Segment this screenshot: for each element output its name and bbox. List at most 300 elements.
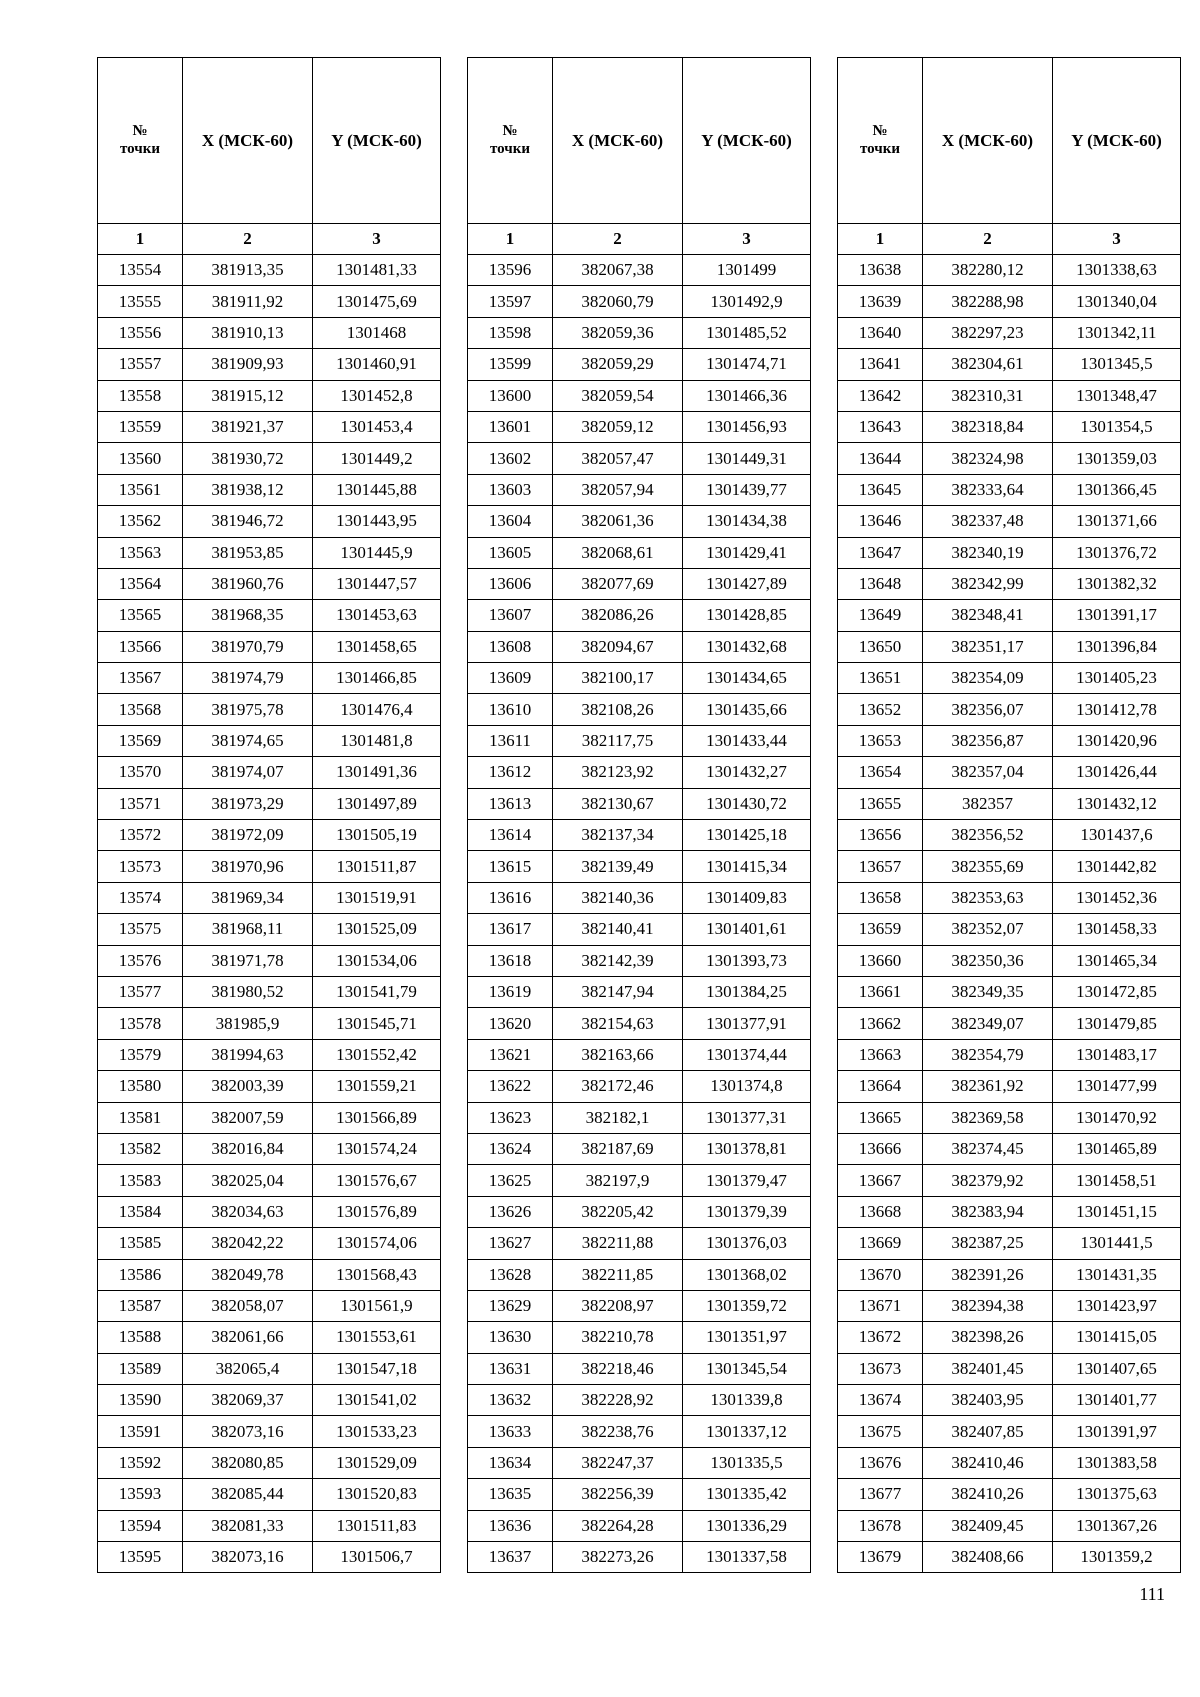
x-coordinate-cell: 382073,16 bbox=[183, 1542, 313, 1573]
column-number: 1 bbox=[838, 224, 923, 255]
point-number-cell: 13561 bbox=[98, 474, 183, 505]
table-row bbox=[98, 1290, 441, 1321]
table-row bbox=[468, 663, 811, 694]
point-number-cell: 13601 bbox=[468, 411, 553, 442]
page-number: 111 bbox=[1139, 1584, 1165, 1604]
table-row bbox=[98, 349, 441, 380]
table-row bbox=[468, 286, 811, 317]
x-coordinate-cell: 382407,85 bbox=[923, 1416, 1053, 1447]
y-coordinate-cell: 1301470,92 bbox=[1053, 1102, 1181, 1133]
point-number-cell: 13610 bbox=[468, 694, 553, 725]
point-number-header: № точки bbox=[98, 58, 183, 224]
x-coordinate-cell: 381969,34 bbox=[183, 882, 313, 913]
point-number-cell: 13620 bbox=[468, 1008, 553, 1039]
y-coordinate-cell: 1301576,89 bbox=[313, 1196, 441, 1227]
y-coordinate-cell: 1301337,58 bbox=[683, 1542, 811, 1573]
y-coordinate-cell: 1301426,44 bbox=[1053, 757, 1181, 788]
table-row bbox=[98, 1165, 441, 1196]
point-number-cell: 13573 bbox=[98, 851, 183, 882]
point-number-cell: 13619 bbox=[468, 976, 553, 1007]
table-row bbox=[98, 255, 441, 286]
x-coordinate-cell: 382208,97 bbox=[553, 1290, 683, 1321]
table-row bbox=[98, 1228, 441, 1259]
table-row bbox=[98, 380, 441, 411]
y-coordinate-cell: 1301427,89 bbox=[683, 568, 811, 599]
table-row bbox=[468, 1542, 811, 1573]
point-number-cell: 13615 bbox=[468, 851, 553, 882]
x-coordinate-cell: 382228,92 bbox=[553, 1385, 683, 1416]
x-coordinate-cell: 382304,61 bbox=[923, 349, 1053, 380]
table-row bbox=[98, 757, 441, 788]
y-coordinate-cell: 1301383,58 bbox=[1053, 1447, 1181, 1478]
point-number-cell: 13629 bbox=[468, 1290, 553, 1321]
x-coordinate-cell: 382065,4 bbox=[183, 1353, 313, 1384]
point-number-cell: 13652 bbox=[838, 694, 923, 725]
y-coordinate-cell: 1301342,11 bbox=[1053, 317, 1181, 348]
point-number-cell: 13674 bbox=[838, 1385, 923, 1416]
table-row bbox=[98, 820, 441, 851]
x-coordinate-cell: 381953,85 bbox=[183, 537, 313, 568]
table-row bbox=[838, 820, 1181, 851]
y-coordinate-cell: 1301452,36 bbox=[1053, 882, 1181, 913]
table-row bbox=[838, 1290, 1181, 1321]
point-number-cell: 13562 bbox=[98, 506, 183, 537]
x-coordinate-cell: 382273,26 bbox=[553, 1542, 683, 1573]
x-coordinate-cell: 382352,07 bbox=[923, 914, 1053, 945]
y-coordinate-cell: 1301338,63 bbox=[1053, 255, 1181, 286]
table-row bbox=[468, 788, 811, 819]
y-coordinate-cell: 1301442,82 bbox=[1053, 851, 1181, 882]
point-number-header: № точки bbox=[468, 58, 553, 224]
x-coordinate-cell: 382410,46 bbox=[923, 1447, 1053, 1478]
y-coordinate-cell: 1301359,03 bbox=[1053, 443, 1181, 474]
table-row bbox=[98, 1447, 441, 1478]
table-row bbox=[838, 380, 1181, 411]
y-coordinate-cell: 1301367,26 bbox=[1053, 1510, 1181, 1541]
table-row bbox=[98, 1416, 441, 1447]
x-coordinate-cell: 382348,41 bbox=[923, 600, 1053, 631]
y-coordinate-cell: 1301432,27 bbox=[683, 757, 811, 788]
table-row bbox=[838, 1542, 1181, 1573]
x-coordinate-cell: 382256,39 bbox=[553, 1479, 683, 1510]
column-number: 1 bbox=[98, 224, 183, 255]
point-number-cell: 13614 bbox=[468, 820, 553, 851]
x-coordinate-cell: 382210,78 bbox=[553, 1322, 683, 1353]
table-row bbox=[468, 1102, 811, 1133]
y-coordinate-cell: 1301432,68 bbox=[683, 631, 811, 662]
y-coordinate-cell: 1301391,17 bbox=[1053, 600, 1181, 631]
table-row bbox=[838, 631, 1181, 662]
point-number-cell: 13650 bbox=[838, 631, 923, 662]
point-number-cell: 13571 bbox=[98, 788, 183, 819]
x-coordinate-cell: 382049,78 bbox=[183, 1259, 313, 1290]
point-number-cell: 13654 bbox=[838, 757, 923, 788]
point-number-cell: 13656 bbox=[838, 820, 923, 851]
point-number-cell: 13621 bbox=[468, 1039, 553, 1070]
point-number-cell: 13566 bbox=[98, 631, 183, 662]
x-coordinate-cell: 381921,37 bbox=[183, 411, 313, 442]
y-coordinate-cell: 1301401,77 bbox=[1053, 1385, 1181, 1416]
table-row bbox=[838, 976, 1181, 1007]
point-number-cell: 13574 bbox=[98, 882, 183, 913]
y-coordinate-cell: 1301441,5 bbox=[1053, 1228, 1181, 1259]
table-row bbox=[838, 1447, 1181, 1478]
point-number-cell: 13606 bbox=[468, 568, 553, 599]
x-coordinate-cell: 382333,64 bbox=[923, 474, 1053, 505]
x-coordinate-cell: 382061,66 bbox=[183, 1322, 313, 1353]
y-coordinate-cell: 1301335,5 bbox=[683, 1447, 811, 1478]
point-number-cell: 13581 bbox=[98, 1102, 183, 1133]
x-coordinate-cell: 382353,63 bbox=[923, 882, 1053, 913]
y-coordinate-cell: 1301576,67 bbox=[313, 1165, 441, 1196]
table-row bbox=[98, 631, 441, 662]
y-coordinate-header: Y (МСК-60) bbox=[313, 58, 441, 224]
point-number-cell: 13671 bbox=[838, 1290, 923, 1321]
table-row bbox=[838, 317, 1181, 348]
point-number-cell: 13568 bbox=[98, 694, 183, 725]
header-row bbox=[98, 58, 441, 224]
x-coordinate-cell: 382356,52 bbox=[923, 820, 1053, 851]
point-number-cell: 13658 bbox=[838, 882, 923, 913]
table-row bbox=[468, 443, 811, 474]
point-number-cell: 13675 bbox=[838, 1416, 923, 1447]
table-row bbox=[838, 1353, 1181, 1384]
point-number-cell: 13608 bbox=[468, 631, 553, 662]
x-coordinate-cell: 382100,17 bbox=[553, 663, 683, 694]
y-coordinate-cell: 1301574,06 bbox=[313, 1228, 441, 1259]
table-row bbox=[838, 788, 1181, 819]
table-row bbox=[468, 537, 811, 568]
table-row bbox=[468, 631, 811, 662]
table-row bbox=[98, 725, 441, 756]
x-coordinate-cell: 382324,98 bbox=[923, 443, 1053, 474]
column-number: 2 bbox=[553, 224, 683, 255]
point-number-cell: 13556 bbox=[98, 317, 183, 348]
table-row bbox=[838, 600, 1181, 631]
y-coordinate-cell: 1301559,21 bbox=[313, 1071, 441, 1102]
y-coordinate-cell: 1301485,52 bbox=[683, 317, 811, 348]
header-row bbox=[838, 58, 1181, 224]
x-coordinate-cell: 381968,35 bbox=[183, 600, 313, 631]
y-coordinate-cell: 1301465,34 bbox=[1053, 945, 1181, 976]
y-coordinate-cell: 1301391,97 bbox=[1053, 1416, 1181, 1447]
table-row bbox=[468, 474, 811, 505]
coordinates-table-2 bbox=[467, 57, 811, 1573]
point-number-cell: 13679 bbox=[838, 1542, 923, 1573]
y-coordinate-cell: 1301393,73 bbox=[683, 945, 811, 976]
point-number-cell: 13618 bbox=[468, 945, 553, 976]
point-number-cell: 13575 bbox=[98, 914, 183, 945]
table-row bbox=[468, 411, 811, 442]
table-row bbox=[468, 380, 811, 411]
x-coordinate-cell: 382349,07 bbox=[923, 1008, 1053, 1039]
point-number-cell: 13564 bbox=[98, 568, 183, 599]
x-coordinate-cell: 381971,78 bbox=[183, 945, 313, 976]
y-coordinate-cell: 1301453,63 bbox=[313, 600, 441, 631]
table-row bbox=[468, 945, 811, 976]
table-row bbox=[468, 1165, 811, 1196]
table-row bbox=[838, 945, 1181, 976]
y-coordinate-cell: 1301445,88 bbox=[313, 474, 441, 505]
table-row bbox=[838, 1322, 1181, 1353]
point-number-cell: 13596 bbox=[468, 255, 553, 286]
y-coordinate-cell: 1301468 bbox=[313, 317, 441, 348]
table-row bbox=[98, 788, 441, 819]
table-row bbox=[98, 663, 441, 694]
x-coordinate-cell: 381938,12 bbox=[183, 474, 313, 505]
x-coordinate-cell: 381980,52 bbox=[183, 976, 313, 1007]
point-number-cell: 13669 bbox=[838, 1228, 923, 1259]
point-number-cell: 13626 bbox=[468, 1196, 553, 1227]
point-number-cell: 13570 bbox=[98, 757, 183, 788]
table-row bbox=[468, 1071, 811, 1102]
point-number-cell: 13585 bbox=[98, 1228, 183, 1259]
point-number-cell: 13612 bbox=[468, 757, 553, 788]
point-number-cell: 13647 bbox=[838, 537, 923, 568]
x-coordinate-cell: 382357,04 bbox=[923, 757, 1053, 788]
x-coordinate-cell: 381909,93 bbox=[183, 349, 313, 380]
x-coordinate-cell: 381985,9 bbox=[183, 1008, 313, 1039]
y-coordinate-cell: 1301453,4 bbox=[313, 411, 441, 442]
table-row bbox=[838, 882, 1181, 913]
point-number-header: № точки bbox=[838, 58, 923, 224]
point-number-cell: 13588 bbox=[98, 1322, 183, 1353]
x-coordinate-cell: 382403,95 bbox=[923, 1385, 1053, 1416]
column-number: 3 bbox=[1053, 224, 1181, 255]
point-number-cell: 13559 bbox=[98, 411, 183, 442]
table-row bbox=[468, 255, 811, 286]
point-number-cell: 13659 bbox=[838, 914, 923, 945]
x-coordinate-cell: 382288,98 bbox=[923, 286, 1053, 317]
point-number-cell: 13609 bbox=[468, 663, 553, 694]
point-number-cell: 13651 bbox=[838, 663, 923, 694]
y-coordinate-cell: 1301483,17 bbox=[1053, 1039, 1181, 1070]
x-coordinate-cell: 382350,36 bbox=[923, 945, 1053, 976]
point-number-cell: 13662 bbox=[838, 1008, 923, 1039]
y-coordinate-cell: 1301466,85 bbox=[313, 663, 441, 694]
x-coordinate-cell: 382205,42 bbox=[553, 1196, 683, 1227]
column-number-row bbox=[468, 224, 811, 255]
table-row bbox=[98, 600, 441, 631]
point-number-cell: 13627 bbox=[468, 1228, 553, 1259]
column-number-row bbox=[98, 224, 441, 255]
x-coordinate-cell: 382361,92 bbox=[923, 1071, 1053, 1102]
point-number-cell: 13637 bbox=[468, 1542, 553, 1573]
y-coordinate-cell: 1301379,39 bbox=[683, 1196, 811, 1227]
x-coordinate-cell: 381946,72 bbox=[183, 506, 313, 537]
y-coordinate-cell: 1301452,8 bbox=[313, 380, 441, 411]
y-coordinate-cell: 1301552,42 bbox=[313, 1039, 441, 1070]
y-coordinate-cell: 1301379,47 bbox=[683, 1165, 811, 1196]
x-coordinate-cell: 381910,13 bbox=[183, 317, 313, 348]
table-row bbox=[98, 1510, 441, 1541]
y-coordinate-cell: 1301475,69 bbox=[313, 286, 441, 317]
x-coordinate-cell: 382247,37 bbox=[553, 1447, 683, 1478]
point-number-cell: 13623 bbox=[468, 1102, 553, 1133]
table-row bbox=[98, 506, 441, 537]
y-coordinate-cell: 1301432,12 bbox=[1053, 788, 1181, 819]
table-row bbox=[468, 757, 811, 788]
y-coordinate-cell: 1301345,5 bbox=[1053, 349, 1181, 380]
point-number-cell: 13583 bbox=[98, 1165, 183, 1196]
x-coordinate-cell: 382060,79 bbox=[553, 286, 683, 317]
table-row bbox=[98, 945, 441, 976]
x-coordinate-cell: 382163,66 bbox=[553, 1039, 683, 1070]
point-number-cell: 13584 bbox=[98, 1196, 183, 1227]
point-number-cell: 13673 bbox=[838, 1353, 923, 1384]
x-coordinate-cell: 382061,36 bbox=[553, 506, 683, 537]
table-row bbox=[98, 1102, 441, 1133]
point-number-cell: 13598 bbox=[468, 317, 553, 348]
x-coordinate-cell: 381973,29 bbox=[183, 788, 313, 819]
y-coordinate-cell: 1301428,85 bbox=[683, 600, 811, 631]
point-number-cell: 13639 bbox=[838, 286, 923, 317]
y-coordinate-cell: 1301405,23 bbox=[1053, 663, 1181, 694]
table-row bbox=[468, 1510, 811, 1541]
x-coordinate-cell: 382094,67 bbox=[553, 631, 683, 662]
table-row bbox=[468, 976, 811, 1007]
point-number-cell: 13557 bbox=[98, 349, 183, 380]
table-row bbox=[468, 317, 811, 348]
column-number: 3 bbox=[683, 224, 811, 255]
x-coordinate-cell: 382391,26 bbox=[923, 1259, 1053, 1290]
table-row bbox=[838, 1008, 1181, 1039]
x-coordinate-cell: 382383,94 bbox=[923, 1196, 1053, 1227]
column-number: 2 bbox=[183, 224, 313, 255]
y-coordinate-cell: 1301477,99 bbox=[1053, 1071, 1181, 1102]
column-number: 1 bbox=[468, 224, 553, 255]
y-coordinate-cell: 1301371,66 bbox=[1053, 506, 1181, 537]
x-coordinate-cell: 382374,45 bbox=[923, 1133, 1053, 1164]
table-row bbox=[838, 1196, 1181, 1227]
table-row bbox=[838, 851, 1181, 882]
x-coordinate-cell: 382337,48 bbox=[923, 506, 1053, 537]
column-number: 3 bbox=[313, 224, 441, 255]
point-number-cell: 13665 bbox=[838, 1102, 923, 1133]
point-number-cell: 13611 bbox=[468, 725, 553, 756]
table-row bbox=[98, 914, 441, 945]
x-coordinate-cell: 382211,88 bbox=[553, 1228, 683, 1259]
point-number-cell: 13646 bbox=[838, 506, 923, 537]
point-number-cell: 13664 bbox=[838, 1071, 923, 1102]
x-coordinate-cell: 382342,99 bbox=[923, 568, 1053, 599]
y-coordinate-cell: 1301423,97 bbox=[1053, 1290, 1181, 1321]
point-number-cell: 13577 bbox=[98, 976, 183, 1007]
x-coordinate-cell: 382187,69 bbox=[553, 1133, 683, 1164]
point-number-cell: 13578 bbox=[98, 1008, 183, 1039]
y-coordinate-cell: 1301425,18 bbox=[683, 820, 811, 851]
point-number-cell: 13565 bbox=[98, 600, 183, 631]
x-coordinate-cell: 382147,94 bbox=[553, 976, 683, 1007]
table-row bbox=[98, 1196, 441, 1227]
x-coordinate-cell: 382197,9 bbox=[553, 1165, 683, 1196]
y-coordinate-cell: 1301401,61 bbox=[683, 914, 811, 945]
table-row bbox=[98, 1353, 441, 1384]
point-number-cell: 13572 bbox=[98, 820, 183, 851]
point-number-cell: 13589 bbox=[98, 1353, 183, 1384]
y-coordinate-cell: 1301529,09 bbox=[313, 1447, 441, 1478]
y-coordinate-cell: 1301407,65 bbox=[1053, 1353, 1181, 1384]
point-number-cell: 13605 bbox=[468, 537, 553, 568]
x-coordinate-cell: 382401,45 bbox=[923, 1353, 1053, 1384]
y-coordinate-cell: 1301336,29 bbox=[683, 1510, 811, 1541]
table-row bbox=[838, 1071, 1181, 1102]
table-row bbox=[838, 1133, 1181, 1164]
table-row bbox=[98, 1008, 441, 1039]
y-coordinate-cell: 1301445,9 bbox=[313, 537, 441, 568]
x-coordinate-cell: 382357 bbox=[923, 788, 1053, 819]
point-number-cell: 13560 bbox=[98, 443, 183, 474]
y-coordinate-cell: 1301335,42 bbox=[683, 1479, 811, 1510]
x-coordinate-cell: 382130,67 bbox=[553, 788, 683, 819]
table-row bbox=[98, 976, 441, 1007]
x-coordinate-cell: 382409,45 bbox=[923, 1510, 1053, 1541]
table-row bbox=[468, 694, 811, 725]
header-row bbox=[468, 58, 811, 224]
coordinates-table-1 bbox=[97, 57, 441, 1573]
table-row bbox=[98, 317, 441, 348]
point-number-cell: 13599 bbox=[468, 349, 553, 380]
x-coordinate-cell: 382182,1 bbox=[553, 1102, 683, 1133]
table-row bbox=[98, 1039, 441, 1070]
point-number-cell: 13617 bbox=[468, 914, 553, 945]
x-coordinate-cell: 382025,04 bbox=[183, 1165, 313, 1196]
table-row bbox=[838, 663, 1181, 694]
table-row bbox=[98, 411, 441, 442]
y-coordinate-cell: 1301506,7 bbox=[313, 1542, 441, 1573]
x-coordinate-cell: 381970,79 bbox=[183, 631, 313, 662]
table-row bbox=[468, 1008, 811, 1039]
y-coordinate-cell: 1301382,32 bbox=[1053, 568, 1181, 599]
y-coordinate-cell: 1301481,33 bbox=[313, 255, 441, 286]
point-number-cell: 13677 bbox=[838, 1479, 923, 1510]
y-coordinate-cell: 1301415,05 bbox=[1053, 1322, 1181, 1353]
y-coordinate-cell: 1301366,45 bbox=[1053, 474, 1181, 505]
y-coordinate-cell: 1301553,61 bbox=[313, 1322, 441, 1353]
table-row bbox=[838, 1228, 1181, 1259]
point-number-cell: 13670 bbox=[838, 1259, 923, 1290]
y-coordinate-cell: 1301533,23 bbox=[313, 1416, 441, 1447]
table-row bbox=[98, 286, 441, 317]
point-number-cell: 13590 bbox=[98, 1385, 183, 1416]
y-coordinate-cell: 1301568,43 bbox=[313, 1259, 441, 1290]
table-row bbox=[98, 537, 441, 568]
table-row bbox=[838, 1385, 1181, 1416]
table-row bbox=[838, 757, 1181, 788]
x-coordinate-cell: 382410,26 bbox=[923, 1479, 1053, 1510]
y-coordinate-cell: 1301561,9 bbox=[313, 1290, 441, 1321]
x-coordinate-header: X (МСК-60) bbox=[183, 58, 313, 224]
y-coordinate-cell: 1301449,2 bbox=[313, 443, 441, 474]
table-row bbox=[838, 443, 1181, 474]
x-coordinate-cell: 382139,49 bbox=[553, 851, 683, 882]
y-coordinate-cell: 1301374,8 bbox=[683, 1071, 811, 1102]
y-coordinate-cell: 1301434,38 bbox=[683, 506, 811, 537]
x-coordinate-cell: 382142,39 bbox=[553, 945, 683, 976]
x-coordinate-cell: 382137,34 bbox=[553, 820, 683, 851]
y-coordinate-cell: 1301458,51 bbox=[1053, 1165, 1181, 1196]
y-coordinate-cell: 1301376,72 bbox=[1053, 537, 1181, 568]
point-number-cell: 13655 bbox=[838, 788, 923, 819]
x-coordinate-cell: 381974,07 bbox=[183, 757, 313, 788]
point-number-cell: 13643 bbox=[838, 411, 923, 442]
x-coordinate-cell: 382016,84 bbox=[183, 1133, 313, 1164]
table-row bbox=[98, 568, 441, 599]
point-number-cell: 13558 bbox=[98, 380, 183, 411]
point-number-cell: 13567 bbox=[98, 663, 183, 694]
table-row bbox=[838, 694, 1181, 725]
y-coordinate-cell: 1301443,95 bbox=[313, 506, 441, 537]
